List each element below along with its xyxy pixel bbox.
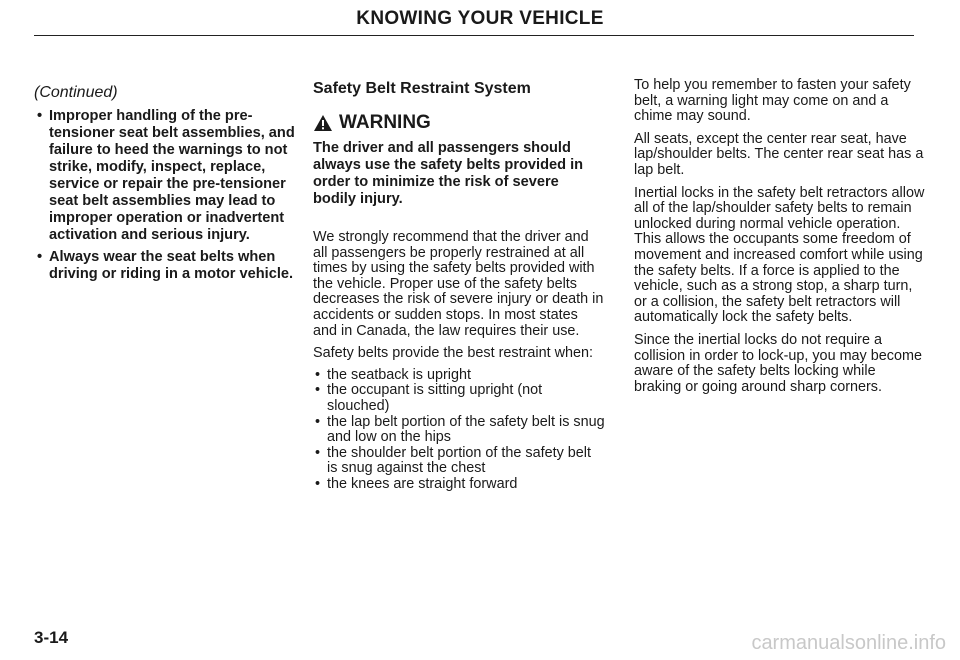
right-column: [634, 78, 926, 402]
body-paragraph: Inertial locks in the safety belt retractors allow all of the lap/shoulder safety belts to remain unlocked during normal vehicle operation. This allows the occupants some freedom of movement and increased comfort while using the safety belts. If a force is applied to the vehicle, such as a strong stop, a sharp turn, or a collision, the safety belt retractors will automatically lock the safety belts.: [634, 184, 925, 326]
list-item: • the occupant is sitting upright (not slouched): [313, 383, 605, 414]
body-paragraph: Safety belts provide the best restraint when:: [313, 345, 593, 362]
list-item: • the seatback is upright: [313, 368, 605, 384]
body-paragraph: We strongly recommend that the driver and all passengers be properly restrained at all times by using the safety belts provided with the vehicle. Proper use of the safety belts decreases the risk of severe injury or death in accidents or sudden stops. In most states and in Canada, the law requires their use.: [313, 229, 604, 339]
left-column: [34, 84, 296, 288]
page-header-title: KNOWING YOUR VEHICLE: [356, 8, 604, 29]
body-paragraph: Since the inertial locks do not require a collision in order to lock-up, you may become aware of the safety belts locking while braking or going around sharp corners.: [634, 331, 922, 395]
list-item: • the shoulder belt portion of the safety belt is snug against the chest: [313, 446, 605, 477]
section-heading: Safety Belt Restraint System: [313, 80, 531, 97]
warning-text: The driver and all passengers should always use the safety belts provided in order to minimize the risk of severe bodily injury.: [313, 140, 584, 207]
conditions-list: [313, 368, 605, 493]
list-item: • Always wear the seat belts when driving or riding in a motor vehicle.: [34, 249, 296, 283]
warning-title-text: WARNING: [339, 112, 431, 133]
list-item: • Improper handling of the pre-tensioner seat belt assemblies, and failure to heed the warnings to not strike, modify, inspect, replace, service or repair the pre-tensioner seat belt assemblies may lead to improper operation or inadvertent activation and serious injury.: [34, 108, 296, 244]
warning-triangle-icon: [313, 114, 333, 132]
middle-column: [313, 80, 605, 493]
watermark-text: carmanualsonline.info: [751, 632, 946, 654]
list-item: • the lap belt portion of the safety belt is snug and low on the hips: [313, 415, 605, 446]
body-paragraph: To help you remember to fasten your safety belt, a warning light may come on and a chime may sound.: [634, 77, 911, 125]
list-item: • the knees are straight forward: [313, 477, 605, 493]
page-number: 3-14: [34, 628, 69, 647]
body-paragraph: All seats, except the center rear seat, have lap/shoulder belts. The center rear seat has a lap belt.: [634, 130, 924, 178]
warning-title: [313, 112, 605, 134]
warning-bullet-list: [34, 108, 296, 283]
header-divider: [34, 35, 914, 36]
continued-label: (Continued): [34, 84, 118, 101]
